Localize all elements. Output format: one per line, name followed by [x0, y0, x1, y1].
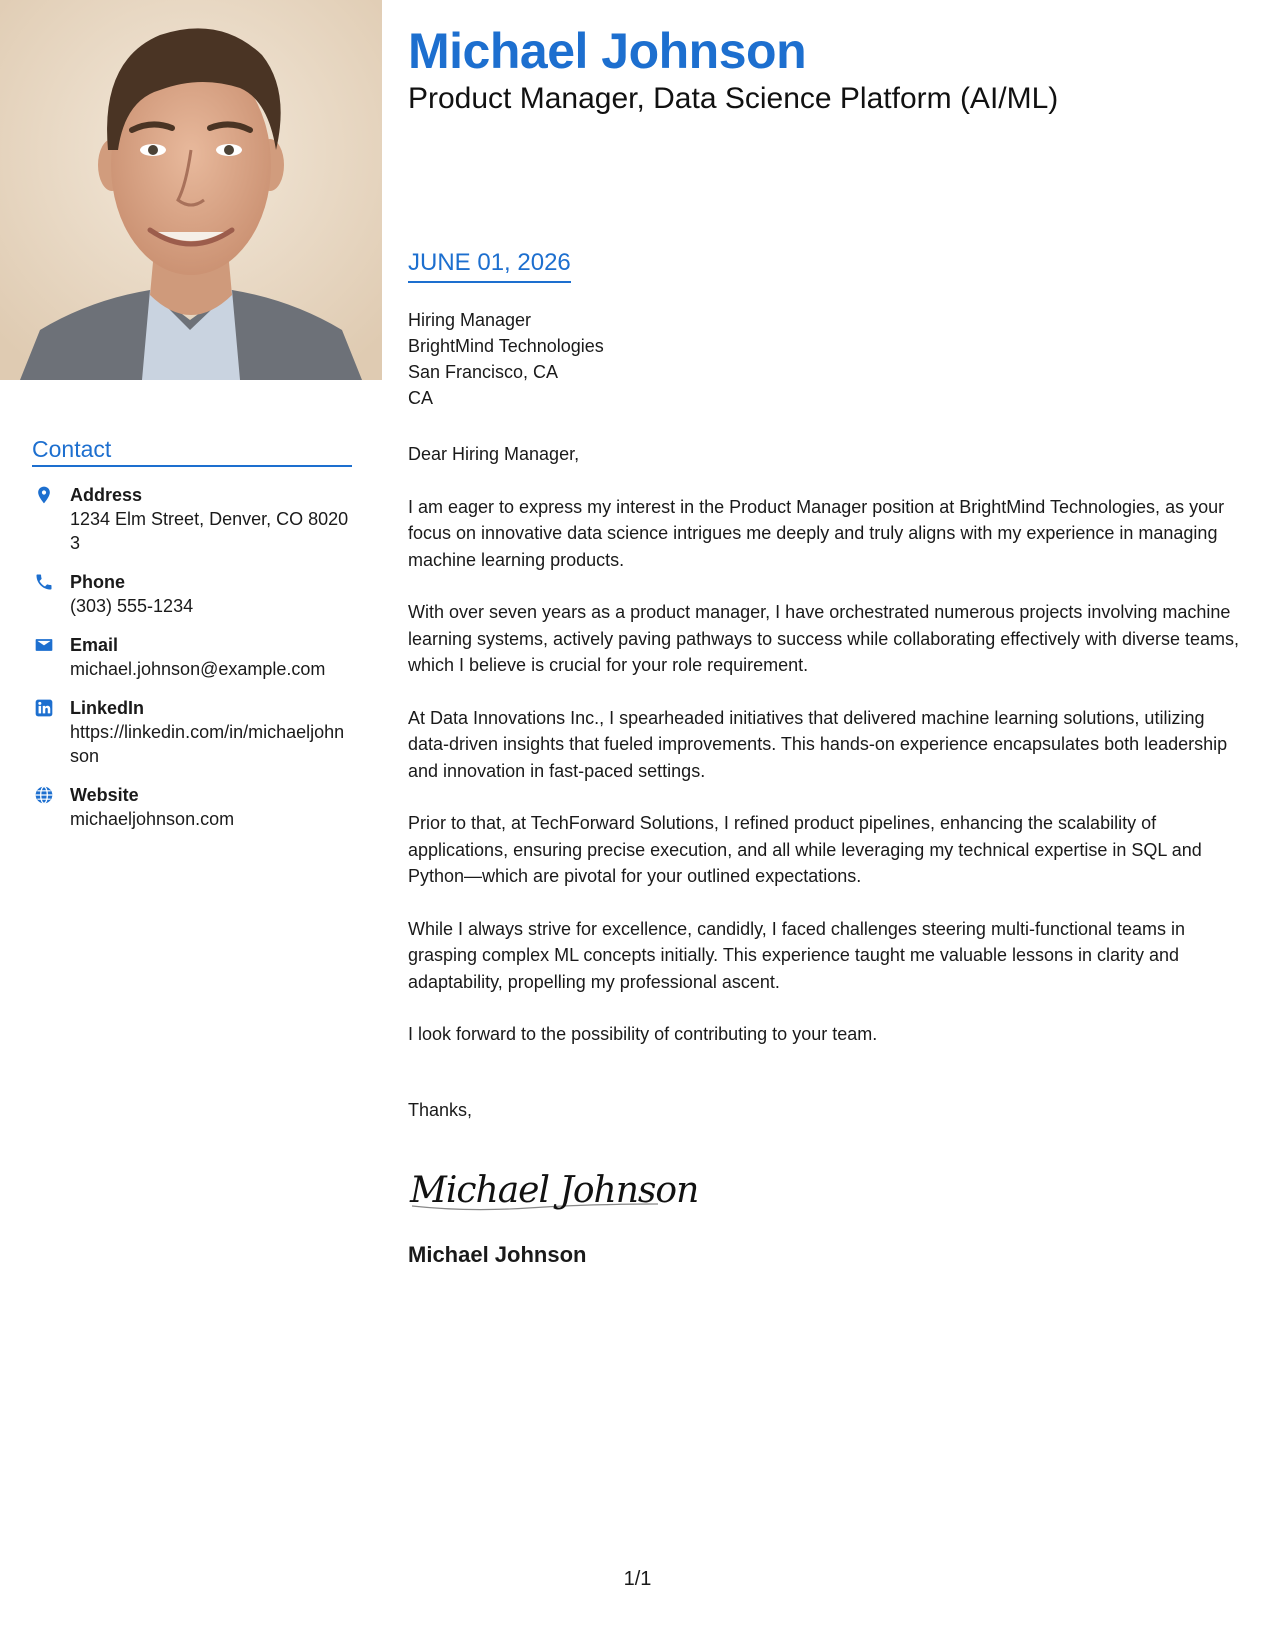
- contact-label: Website: [70, 785, 139, 805]
- recipient-line: CA: [408, 388, 434, 408]
- signature-script: Michael Johnson: [410, 1170, 699, 1211]
- website-link[interactable]: michaeljohnson.com: [70, 809, 235, 829]
- paragraph: At Data Innovations Inc., I spearheaded initiatives that delivered machine learning solutions, utilizing data-driven insights that fueled improvements. This hands-on experience encapsulates both leadership and innovation in fast-paced settings.: [408, 707, 1228, 781]
- profile-photo: [0, 0, 382, 380]
- contact-address: [32, 483, 352, 555]
- page-number: 1/1: [623, 1568, 652, 1590]
- contact-label: Phone: [70, 572, 126, 592]
- recipient-line: Hiring Manager: [408, 310, 532, 330]
- contact-title: Contact: [32, 436, 352, 467]
- handwritten-signature: [408, 1158, 699, 1223]
- sidebar: [0, 0, 382, 1650]
- paragraph: I am eager to express my interest in the Product Manager position at BrightMind Technologies, as your focus on innovative data science intrigues me deeply and truly aligns with my experience in managing machine learning products.: [408, 496, 1225, 570]
- location-pin-icon: [34, 483, 58, 505]
- signer-name: Michael Johnson: [408, 1242, 587, 1267]
- paragraph: While I always strive for excellence, candidly, I faced challenges steering multi-functional teams in grasping complex ML concepts initially. This experience taught me valuable lessons in clarity and adaptability, propelling my professional ascent.: [408, 918, 1186, 992]
- contact-value: michael.johnson@example.com: [70, 659, 326, 679]
- letter-body: [408, 441, 1246, 1074]
- paragraph: Prior to that, at TechForward Solutions, I refined product pipelines, enhancing the scalability of applications, ensuring precise execution, and all while leveraging my technical expertise in SQL and Python—which are pivotal for your outlined expectations.: [408, 813, 1202, 886]
- applicant-role: Product Manager, Data Science Platform (AI/ML): [408, 82, 1059, 115]
- closing: Thanks,: [408, 1100, 473, 1120]
- contact-label: Email: [70, 635, 119, 655]
- globe-icon: [34, 783, 58, 805]
- applicant-name: Michael Johnson: [408, 23, 807, 79]
- recipient-line: San Francisco, CA: [408, 362, 559, 382]
- linkedin-link[interactable]: https://linkedin.com/in/michaeljohnson: [70, 722, 345, 766]
- salutation: Dear Hiring Manager,: [408, 444, 580, 464]
- portrait-photo-illustration: [0, 0, 382, 380]
- contact-linkedin: [32, 696, 352, 768]
- phone-icon: [34, 570, 58, 592]
- contact-label: Address: [70, 485, 143, 505]
- contact-section: [32, 436, 352, 846]
- contact-email: [32, 633, 352, 681]
- paragraph: With over seven years as a product manager, I have orchestrated numerous projects involving machine learning systems, actively paving pathways to success while collaborating effectively with diverse teams, which I believe is crucial for your role requirement.: [408, 602, 1240, 675]
- linkedin-icon: [34, 696, 58, 718]
- contact-value: 1234 Elm Street, Denver, CO 80203: [70, 509, 349, 553]
- paragraph: I look forward to the possibility of contributing to your team.: [408, 1024, 878, 1044]
- recipient-block: [408, 307, 604, 411]
- recipient-line: BrightMind Technologies: [408, 336, 604, 356]
- contact-website: [32, 783, 352, 831]
- email-icon: [34, 633, 58, 655]
- contact-phone: [32, 570, 352, 618]
- contact-value: (303) 555-1234: [70, 596, 194, 616]
- letter-date: JUNE 01, 2026: [408, 249, 571, 283]
- contact-label: LinkedIn: [70, 698, 145, 718]
